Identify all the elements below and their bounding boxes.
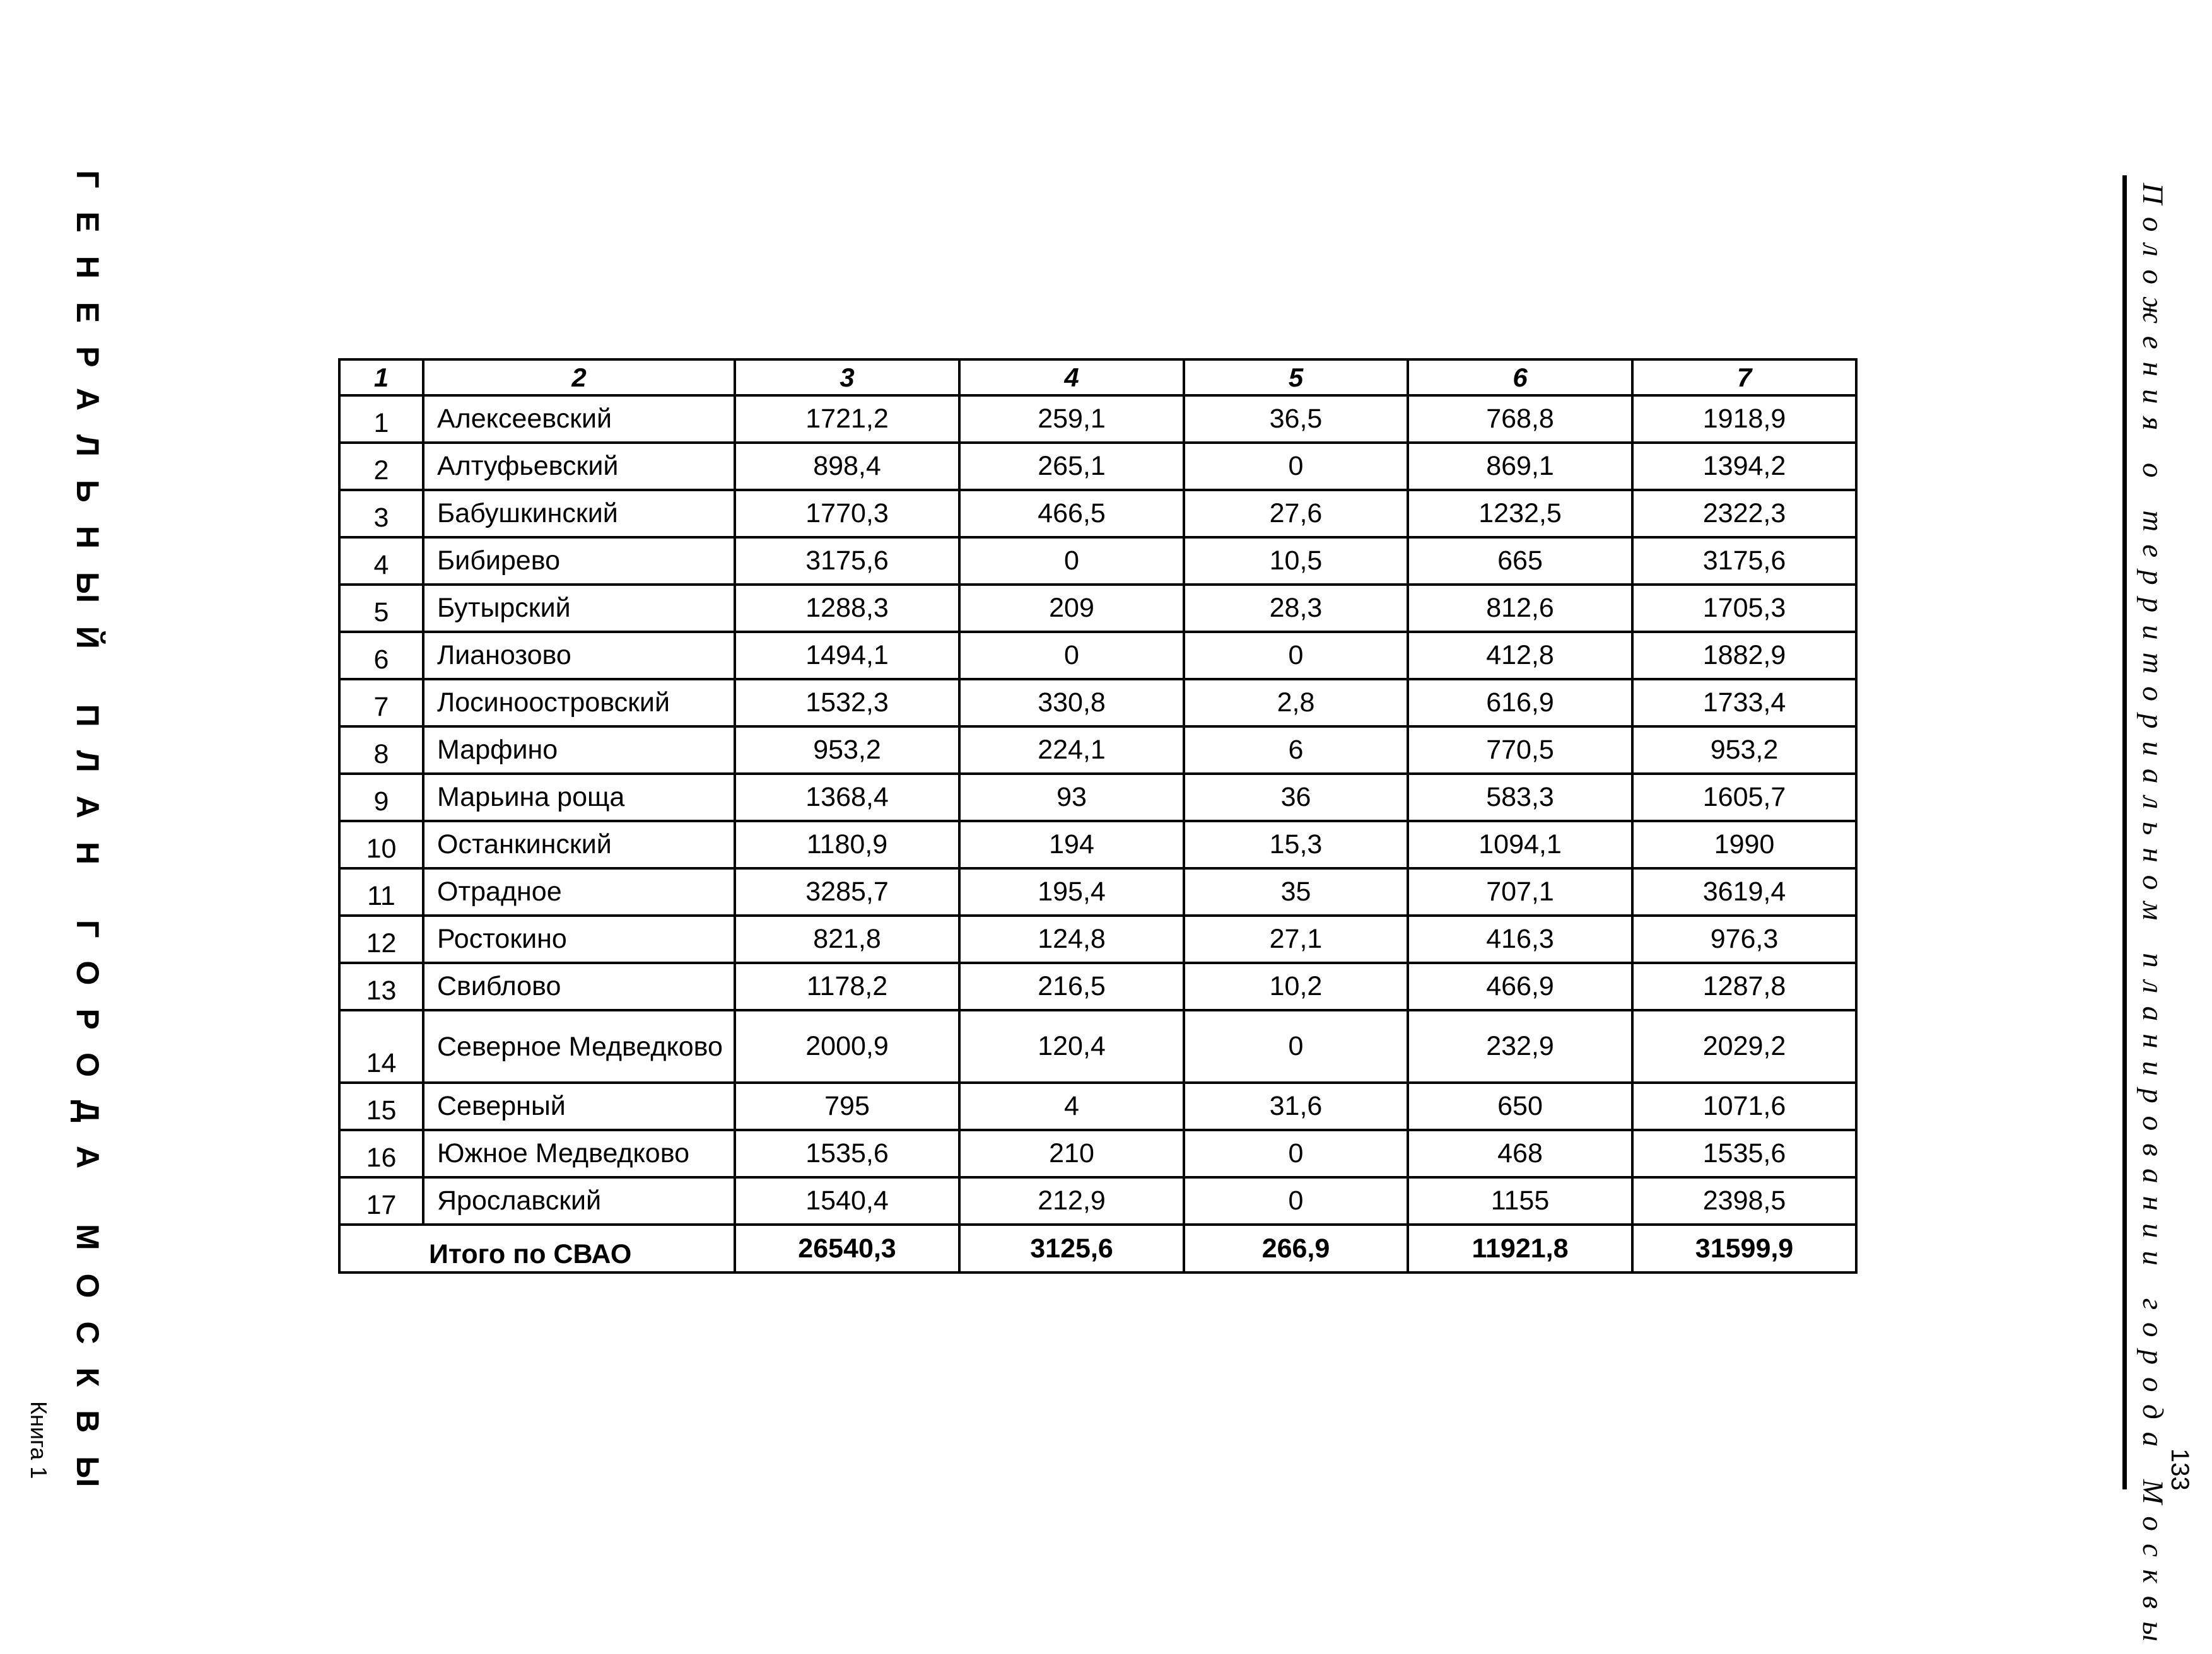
value-cell: 2,8 (1184, 679, 1408, 726)
district-name-cell: Южное Медведково (423, 1130, 735, 1177)
column-header: 7 (1632, 359, 1856, 395)
value-cell: 27,6 (1184, 490, 1408, 537)
header-rule (2122, 175, 2127, 1489)
row-number-cell: 14 (339, 1010, 423, 1083)
value-cell: 0 (1184, 632, 1408, 679)
value-cell: 194 (959, 821, 1184, 868)
value-cell: 412,8 (1408, 632, 1632, 679)
row-number-cell: 13 (339, 963, 423, 1010)
row-number-cell: 16 (339, 1130, 423, 1177)
district-name-cell: Ростокино (423, 916, 735, 963)
value-cell: 36,5 (1184, 395, 1408, 443)
column-header: 1 (339, 359, 423, 395)
value-cell: 2322,3 (1632, 490, 1856, 537)
district-name-cell: Останкинский (423, 821, 735, 868)
value-cell: 1535,6 (735, 1130, 959, 1177)
table-row (339, 1130, 1856, 1177)
row-number-cell: 9 (339, 774, 423, 821)
value-cell: 120,4 (959, 1010, 1184, 1083)
table-row (339, 1083, 1856, 1130)
value-cell: 1990 (1632, 821, 1856, 868)
value-cell: 1540,4 (735, 1177, 959, 1225)
value-cell: 707,1 (1408, 868, 1632, 916)
value-cell: 6 (1184, 726, 1408, 774)
value-cell: 195,4 (959, 868, 1184, 916)
district-name-cell: Северный (423, 1083, 735, 1130)
value-cell: 265,1 (959, 443, 1184, 490)
row-number-cell: 2 (339, 443, 423, 490)
column-header: 4 (959, 359, 1184, 395)
value-cell: 1071,6 (1632, 1083, 1856, 1130)
value-cell: 232,9 (1408, 1010, 1632, 1083)
value-cell: 4 (959, 1083, 1184, 1130)
table-row (339, 632, 1856, 679)
value-cell: 3175,6 (1632, 537, 1856, 585)
value-cell: 665 (1408, 537, 1632, 585)
district-name-cell: Отрадное (423, 868, 735, 916)
value-cell: 898,4 (735, 443, 959, 490)
value-cell: 0 (1184, 1177, 1408, 1225)
value-cell: 210 (959, 1130, 1184, 1177)
district-name-cell: Бибирево (423, 537, 735, 585)
value-cell: 2000,9 (735, 1010, 959, 1083)
value-cell: 28,3 (1184, 585, 1408, 632)
value-cell: 3285,7 (735, 868, 959, 916)
value-cell: 93 (959, 774, 1184, 821)
table-row (339, 679, 1856, 726)
value-cell: 812,6 (1408, 585, 1632, 632)
district-name-cell: Свиблово (423, 963, 735, 1010)
total-label: Итого по СВАО (339, 1225, 735, 1273)
value-cell: 10,2 (1184, 963, 1408, 1010)
value-cell: 2398,5 (1632, 1177, 1856, 1225)
district-table (338, 358, 1858, 1274)
table-row (339, 726, 1856, 774)
table-row (339, 395, 1856, 443)
table-row (339, 537, 1856, 585)
value-cell: 330,8 (959, 679, 1184, 726)
value-cell: 770,5 (1408, 726, 1632, 774)
column-header: 3 (735, 359, 959, 395)
district-name-cell: Северное Медведково (423, 1010, 735, 1083)
table-row (339, 1010, 1856, 1083)
value-cell: 821,8 (735, 916, 959, 963)
value-cell: 953,2 (1632, 726, 1856, 774)
table-row (339, 916, 1856, 963)
value-cell: 1882,9 (1632, 632, 1856, 679)
row-number-cell: 15 (339, 1083, 423, 1130)
value-cell: 2029,2 (1632, 1010, 1856, 1083)
table-row (339, 821, 1856, 868)
book-title: ГЕНЕРАЛЬНЫЙ ПЛАН ГОРОДА МОСКВЫ (70, 170, 105, 1511)
table-row (339, 585, 1856, 632)
value-cell: 1494,1 (735, 632, 959, 679)
value-cell: 1287,8 (1632, 963, 1856, 1010)
district-name-cell: Лосиноостровский (423, 679, 735, 726)
value-cell: 27,1 (1184, 916, 1408, 963)
district-name-cell: Алтуфьевский (423, 443, 735, 490)
value-cell: 1232,5 (1408, 490, 1632, 537)
column-header: 6 (1408, 359, 1632, 395)
value-cell: 1094,1 (1408, 821, 1632, 868)
value-cell: 0 (1184, 1010, 1408, 1083)
district-name-cell: Марфино (423, 726, 735, 774)
row-number-cell: 6 (339, 632, 423, 679)
section-title: Положения о территориальном планировании города Москвы (2136, 183, 2169, 1654)
total-cell: 266,9 (1184, 1225, 1408, 1273)
row-number-cell: 5 (339, 585, 423, 632)
value-cell: 976,3 (1632, 916, 1856, 963)
value-cell: 869,1 (1408, 443, 1632, 490)
row-number-cell: 10 (339, 821, 423, 868)
value-cell: 1770,3 (735, 490, 959, 537)
value-cell: 1705,3 (1632, 585, 1856, 632)
value-cell: 466,5 (959, 490, 1184, 537)
value-cell: 224,1 (959, 726, 1184, 774)
row-number-cell: 1 (339, 395, 423, 443)
value-cell: 0 (959, 632, 1184, 679)
table-row (339, 1177, 1856, 1225)
column-header: 2 (423, 359, 735, 395)
value-cell: 953,2 (735, 726, 959, 774)
table-row (339, 490, 1856, 537)
value-cell: 0 (1184, 443, 1408, 490)
table-header-row (339, 359, 1856, 395)
value-cell: 1288,3 (735, 585, 959, 632)
district-name-cell: Ярославский (423, 1177, 735, 1225)
value-cell: 1180,9 (735, 821, 959, 868)
value-cell: 1535,6 (1632, 1130, 1856, 1177)
table-row (339, 774, 1856, 821)
value-cell: 795 (735, 1083, 959, 1130)
table-row (339, 963, 1856, 1010)
row-number-cell: 11 (339, 868, 423, 916)
value-cell: 583,3 (1408, 774, 1632, 821)
row-number-cell: 3 (339, 490, 423, 537)
value-cell: 1368,4 (735, 774, 959, 821)
district-name-cell: Алексеевский (423, 395, 735, 443)
row-number-cell: 12 (339, 916, 423, 963)
table-row (339, 443, 1856, 490)
value-cell: 0 (1184, 1130, 1408, 1177)
column-header: 5 (1184, 359, 1408, 395)
total-cell: 11921,8 (1408, 1225, 1632, 1273)
table-row (339, 868, 1856, 916)
row-number-cell: 7 (339, 679, 423, 726)
value-cell: 1721,2 (735, 395, 959, 443)
value-cell: 36 (1184, 774, 1408, 821)
value-cell: 209 (959, 585, 1184, 632)
value-cell: 0 (959, 537, 1184, 585)
district-name-cell: Марьина роща (423, 774, 735, 821)
book-volume: Книга 1 (26, 1401, 52, 1479)
district-name-cell: Бабушкинский (423, 490, 735, 537)
row-number-cell: 4 (339, 537, 423, 585)
value-cell: 3175,6 (735, 537, 959, 585)
row-number-cell: 8 (339, 726, 423, 774)
value-cell: 10,5 (1184, 537, 1408, 585)
value-cell: 259,1 (959, 395, 1184, 443)
value-cell: 1733,4 (1632, 679, 1856, 726)
page-number: 133 (2166, 1448, 2194, 1491)
value-cell: 124,8 (959, 916, 1184, 963)
value-cell: 768,8 (1408, 395, 1632, 443)
value-cell: 468 (1408, 1130, 1632, 1177)
value-cell: 216,5 (959, 963, 1184, 1010)
value-cell: 1394,2 (1632, 443, 1856, 490)
value-cell: 15,3 (1184, 821, 1408, 868)
row-number-cell: 17 (339, 1177, 423, 1225)
value-cell: 1155 (1408, 1177, 1632, 1225)
total-cell: 3125,6 (959, 1225, 1184, 1273)
value-cell: 616,9 (1408, 679, 1632, 726)
value-cell: 650 (1408, 1083, 1632, 1130)
value-cell: 1178,2 (735, 963, 959, 1010)
value-cell: 1918,9 (1632, 395, 1856, 443)
value-cell: 31,6 (1184, 1083, 1408, 1130)
total-cell: 31599,9 (1632, 1225, 1856, 1273)
district-name-cell: Бутырский (423, 585, 735, 632)
value-cell: 416,3 (1408, 916, 1632, 963)
total-row (339, 1225, 1856, 1273)
district-name-cell: Лианозово (423, 632, 735, 679)
value-cell: 466,9 (1408, 963, 1632, 1010)
value-cell: 212,9 (959, 1177, 1184, 1225)
value-cell: 1605,7 (1632, 774, 1856, 821)
total-cell: 26540,3 (735, 1225, 959, 1273)
value-cell: 35 (1184, 868, 1408, 916)
value-cell: 3619,4 (1632, 868, 1856, 916)
value-cell: 1532,3 (735, 679, 959, 726)
